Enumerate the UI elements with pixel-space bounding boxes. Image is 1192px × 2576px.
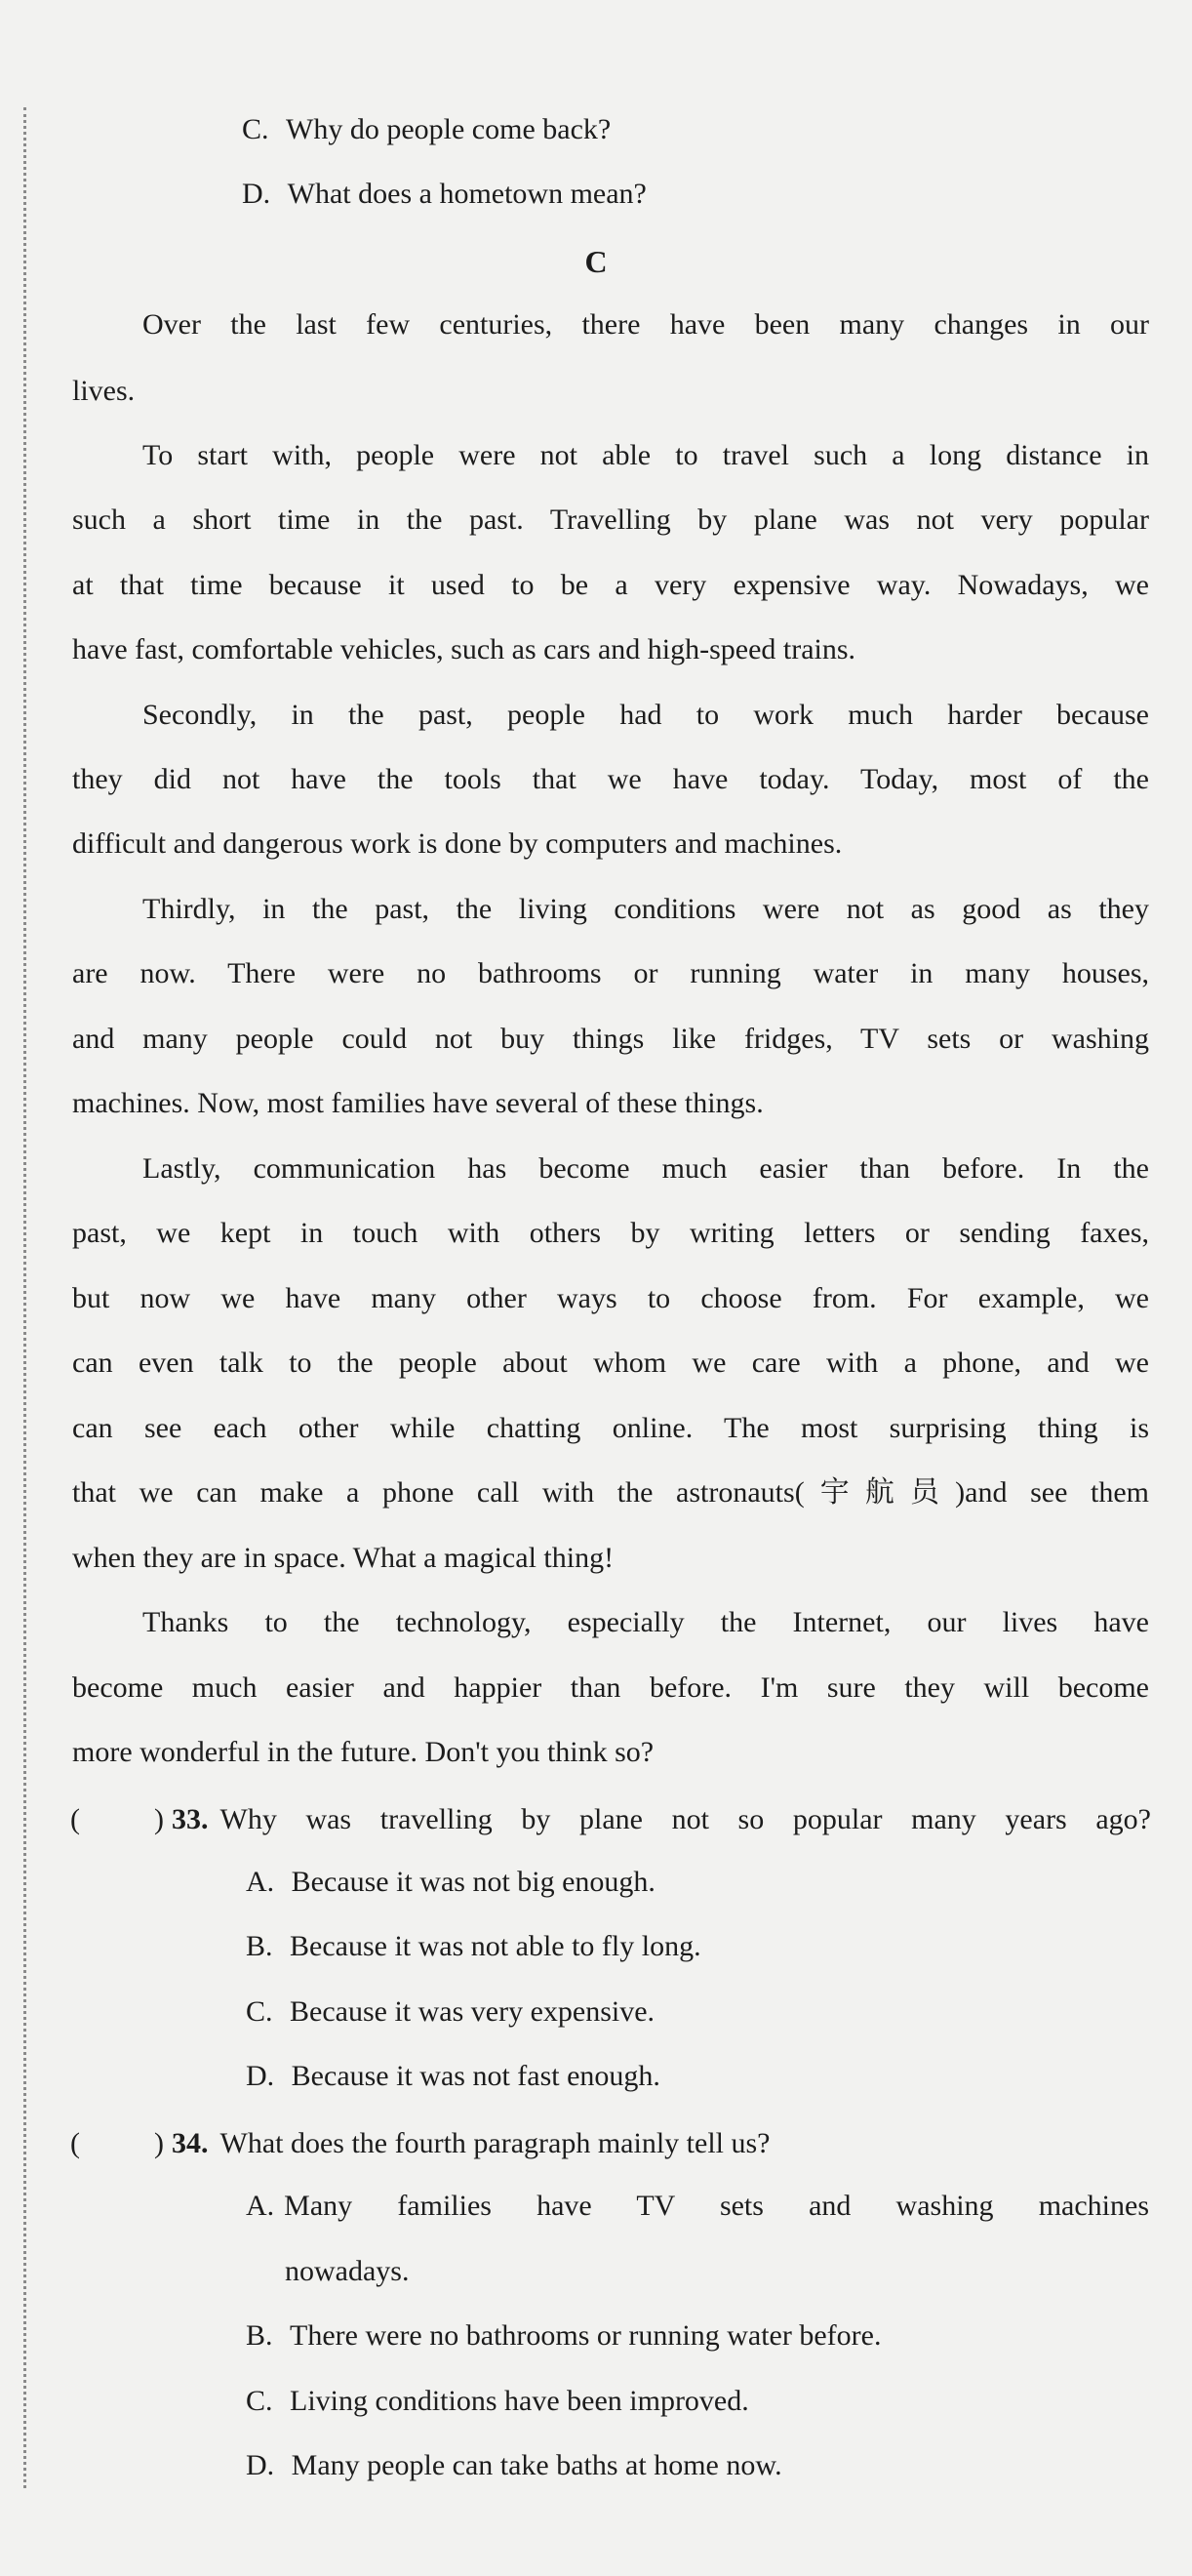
question-33-option-a: [246, 1868, 656, 1897]
option-letter: A.: [246, 1866, 275, 1898]
option-letter: B.: [246, 2319, 273, 2352]
passage-line: are now. There were no bathrooms or running water in many houses,: [72, 957, 1149, 989]
option-letter: C.: [246, 2385, 273, 2417]
question-text: What does the fourth paragraph mainly tell us?: [219, 2127, 771, 2159]
option-text: Many people can take baths at home now.: [291, 2449, 782, 2481]
option-text: There were no bathrooms or running water before.: [290, 2319, 882, 2352]
answer-bracket-open: (: [70, 2127, 80, 2159]
passage-line: and many people could not buy things like fridges, TV sets or washing: [72, 1023, 1149, 1055]
question-34: [70, 2127, 770, 2160]
passage-line: but now we have many other ways to choose from. For example, we: [72, 1282, 1149, 1314]
question-33-option-d: [246, 2062, 660, 2091]
question-34-option-a: [246, 2192, 1149, 2221]
passage-line: when they are in space. What a magical thing!: [72, 1542, 615, 1574]
question-number: 34.: [172, 2127, 209, 2159]
option-c-prev: [242, 115, 611, 144]
question-33: [70, 1803, 1151, 1836]
passage-line: machines. Now, most families have several of these things.: [72, 1087, 764, 1119]
passage-line: lives.: [72, 375, 136, 407]
option-text: Living conditions have been improved.: [290, 2385, 749, 2417]
passage-line: at that time because it used to be a very expensive way. Nowadays, we: [72, 569, 1149, 601]
option-text: Many families have TV sets and washing machines: [284, 2190, 1149, 2222]
question-34-option-d: [246, 2451, 782, 2480]
option-letter: D.: [246, 2449, 275, 2481]
passage-line: Thanks to the technology, especially the Internet, our lives have: [142, 1606, 1149, 1638]
passage-line: Thirdly, in the past, the living conditions were not as good as they: [142, 893, 1149, 925]
question-number: 33.: [172, 1803, 209, 1835]
option-text: Because it was very expensive.: [290, 1995, 656, 2028]
binding-margin-line: [23, 107, 26, 2488]
option-letter: C.: [242, 113, 269, 145]
passage-line: that we can make a phone call with the astronauts(宇航员)and see them: [72, 1476, 1149, 1509]
question-34-option-b: [246, 2321, 881, 2351]
answer-bracket-open: (: [70, 1803, 80, 1835]
answer-bracket-close: ): [154, 1803, 164, 1835]
passage-line: they did not have the tools that we have today. Today, most of the: [72, 763, 1149, 795]
option-letter: A.: [246, 2190, 275, 2222]
option-text: Because it was not big enough.: [291, 1866, 656, 1898]
question-34-option-c: [246, 2387, 749, 2416]
option-text: nowadays.: [285, 2255, 410, 2287]
option-text: Why do people come back?: [286, 113, 612, 145]
option-letter: C.: [246, 1995, 273, 2028]
option-text: Because it was not fast enough.: [291, 2060, 660, 2092]
option-letter: D.: [246, 2060, 275, 2092]
question-34-option-a-continued: [285, 2257, 409, 2286]
question-33-option-b: [246, 1932, 701, 1961]
option-text: Because it was not able to fly long.: [290, 1930, 701, 1962]
passage-line: To start with, people were not able to travel such a long distance in: [142, 439, 1149, 471]
option-letter: B.: [246, 1930, 273, 1962]
option-letter: D.: [242, 178, 271, 210]
passage-line: have fast, comfortable vehicles, such as cars and high-speed trains.: [72, 633, 856, 665]
passage-line: become much easier and happier than before. I'm sure they will become: [72, 1671, 1149, 1704]
answer-bracket-close: ): [154, 2127, 164, 2159]
question-33-option-c: [246, 1997, 655, 2027]
passage-line: difficult and dangerous work is done by computers and machines.: [72, 827, 843, 860]
question-text: Why was travelling by plane not so popular many years ago?: [219, 1803, 1151, 1835]
passage-line: past, we kept in touch with others by writing letters or sending faxes,: [72, 1217, 1149, 1249]
passage-line: more wonderful in the future. Don't you think so?: [72, 1736, 655, 1768]
passage-line: Lastly, communication has become much easier than before. In the: [142, 1152, 1149, 1185]
passage-line: can see each other while chatting online. The most surprising thing is: [72, 1412, 1149, 1444]
passage-line: such a short time in the past. Travelling by plane was not very popular: [72, 503, 1149, 536]
passage-line: Over the last few centuries, there have been many changes in our: [142, 308, 1149, 341]
section-heading: C: [584, 244, 608, 279]
option-d-prev: [242, 180, 647, 209]
passage-line: Secondly, in the past, people had to work much harder because: [142, 699, 1149, 731]
option-text: What does a hometown mean?: [287, 178, 647, 210]
passage-line: can even talk to the people about whom we care with a phone, and we: [72, 1347, 1149, 1379]
